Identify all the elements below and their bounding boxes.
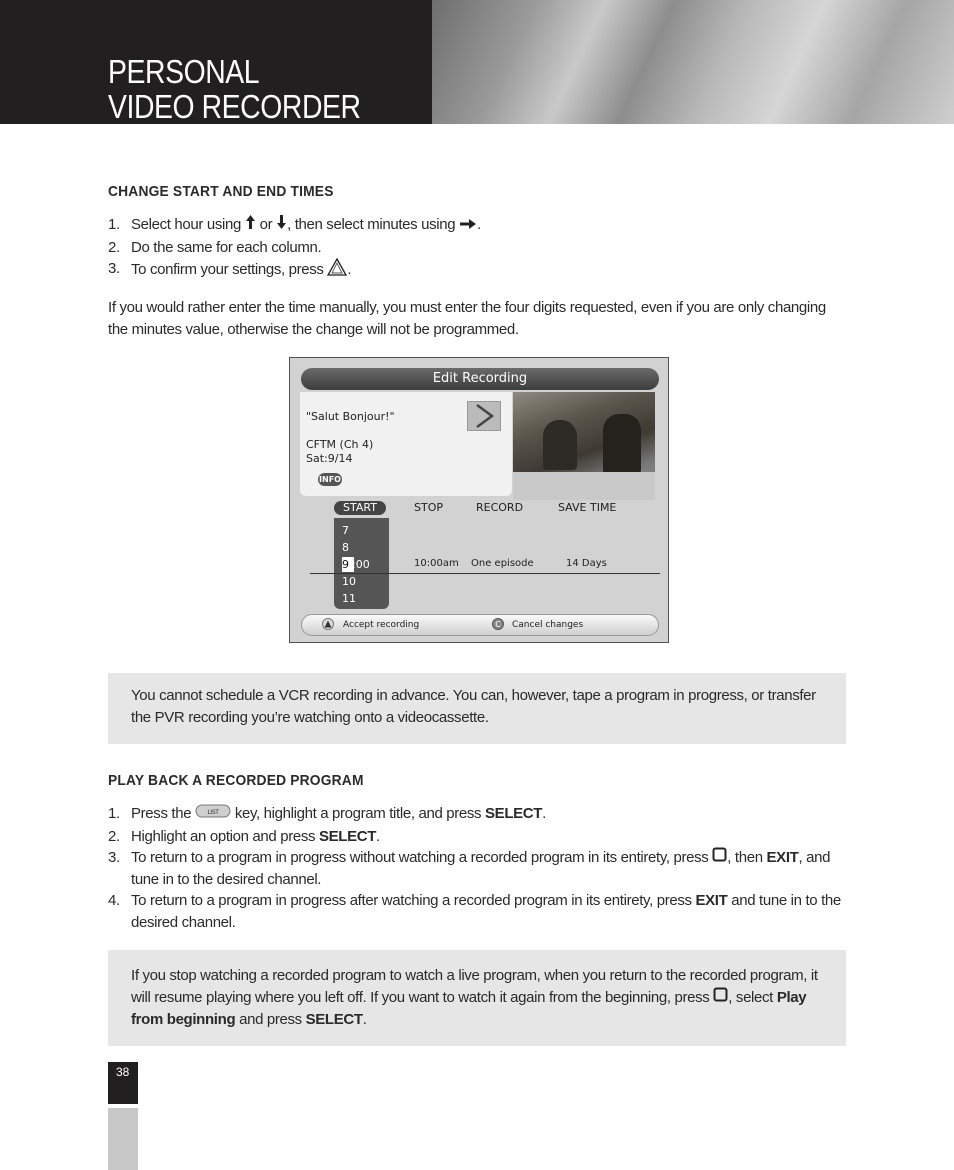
accept-label: Accept recording [343,620,420,630]
section-heading: PLAY BACK A RECORDED PROGRAM [108,772,364,789]
step-item [108,803,848,826]
step-bold: SELECT [318,827,377,845]
note-box [108,673,846,744]
step-text: Do the same for each column. [131,238,322,256]
step-number: 4. [108,892,120,910]
page-title [108,54,361,124]
step-text: To confirm your settings, press [131,261,328,279]
step-text: . [542,805,546,823]
note-text: . [362,1011,367,1029]
row-divider [310,573,660,574]
cancel-label: Cancel changes [512,620,584,630]
screen-footer [301,614,659,636]
step-text: . [477,216,481,234]
step-item [108,890,848,933]
hour-item-selected: 9 [342,558,349,571]
hour-item: 10 [342,575,356,588]
hour-list [334,518,389,609]
note-text: If you stop watching a recorded program to watch a live program, when you return to the recorded program, it will resume playing where you left off. If you want to watch it again from the beginning, press [131,967,818,1006]
arrow-up-icon [245,214,256,237]
note-box [108,950,846,1046]
step-text: . [347,261,352,279]
note-text: , select [728,989,777,1006]
step-bold: SELECT [485,805,543,823]
video-person [603,414,641,474]
step-text: . [376,827,380,845]
step-text: , then [727,849,767,866]
step-text: To return to a program in progress after watching a recorded program in its entirety, press [131,892,696,910]
step-item [108,214,848,237]
step-item [108,826,848,848]
step-number: 2. [108,238,120,256]
stop-square-icon [713,987,728,1009]
step-number: 3. [108,260,120,277]
note-text: and press [235,1011,306,1029]
edit-recording-screenshot [289,357,669,643]
playback-section [108,772,848,933]
a-button-icon [327,258,347,283]
program-name: "Salut Bonjour!" [306,410,395,423]
step-text: Select hour using [131,216,245,234]
column-stop: STOP [414,501,443,514]
step-number: 1. [108,216,120,233]
column-record: RECORD [476,501,524,514]
arrow-right-icon [459,215,477,237]
c-button-icon [492,618,504,633]
note-bold: SELECT [305,1011,363,1029]
video-person [543,420,577,470]
step-item [108,237,848,259]
step-text: , and tune in to the desired channel. [131,849,831,888]
step-bold: EXIT [766,849,799,866]
info-button: INFO [319,475,341,484]
play-arrow-icon [467,401,501,431]
a-button-icon [322,618,334,633]
svg-text:C: C [495,620,501,629]
page-title-line2: VIDEO RECORDER [108,88,361,125]
manual-entry-paragraph: If you would rather enter the time manually, you must enter the four digits requested, even if you are only changing the minutes value, otherwise the change will not be programmed. [108,298,826,338]
note-bold: Play from beginning [131,989,807,1029]
step-text: and tune in to the desired channel. [131,892,841,931]
list-key-icon [195,803,231,826]
list-key-label: LIST [207,809,219,816]
step-text: or [255,216,277,234]
step-text: Highlight an option and press [131,827,319,845]
stop-value: 10:00am [414,558,459,569]
video-preview [513,392,655,500]
hour-item: 8 [342,541,349,554]
page-title-line1: PERSONAL [108,53,260,90]
program-channel: CFTM (Ch 4) [306,438,374,451]
column-start: START [334,501,386,515]
screen-title: Edit Recording [301,368,659,390]
program-details [306,410,395,466]
record-value: One episode [471,558,534,569]
step-bold: EXIT [695,892,728,910]
program-date: Sat:9/14 [306,452,353,465]
step-text: To return to a program in progress without watching a recorded program in its entirety, press [131,849,713,866]
step-item [108,847,848,890]
stop-square-icon [712,847,727,869]
step-item [108,258,848,283]
hour-item: 7 [342,524,349,537]
step-text: , then select minutes using [287,216,460,234]
note-text: You cannot schedule a VCR recording in advance. You can, however, tape a program in progress, or transfer the PVR recording you’re watching onto a videocassette. [131,687,816,726]
selected-minutes: :00 [352,558,370,571]
video-desk [513,472,655,500]
header-image [432,0,954,124]
column-save-time: SAVE TIME [558,501,617,514]
arrow-down-icon [276,214,287,237]
page-number: 38 [116,1065,130,1079]
step-text: Press the [131,805,196,823]
step-number: 3. [108,849,120,866]
step-text: key, highlight a program title, and press [231,805,486,823]
step-number: 1. [108,805,120,822]
save-value: 14 Days [566,558,607,569]
change-times-section [108,183,848,341]
section-heading: CHANGE START AND END TIMES [108,183,334,200]
step-number: 2. [108,827,120,845]
page-tab [108,1108,138,1170]
hour-item: 11 [342,592,356,605]
